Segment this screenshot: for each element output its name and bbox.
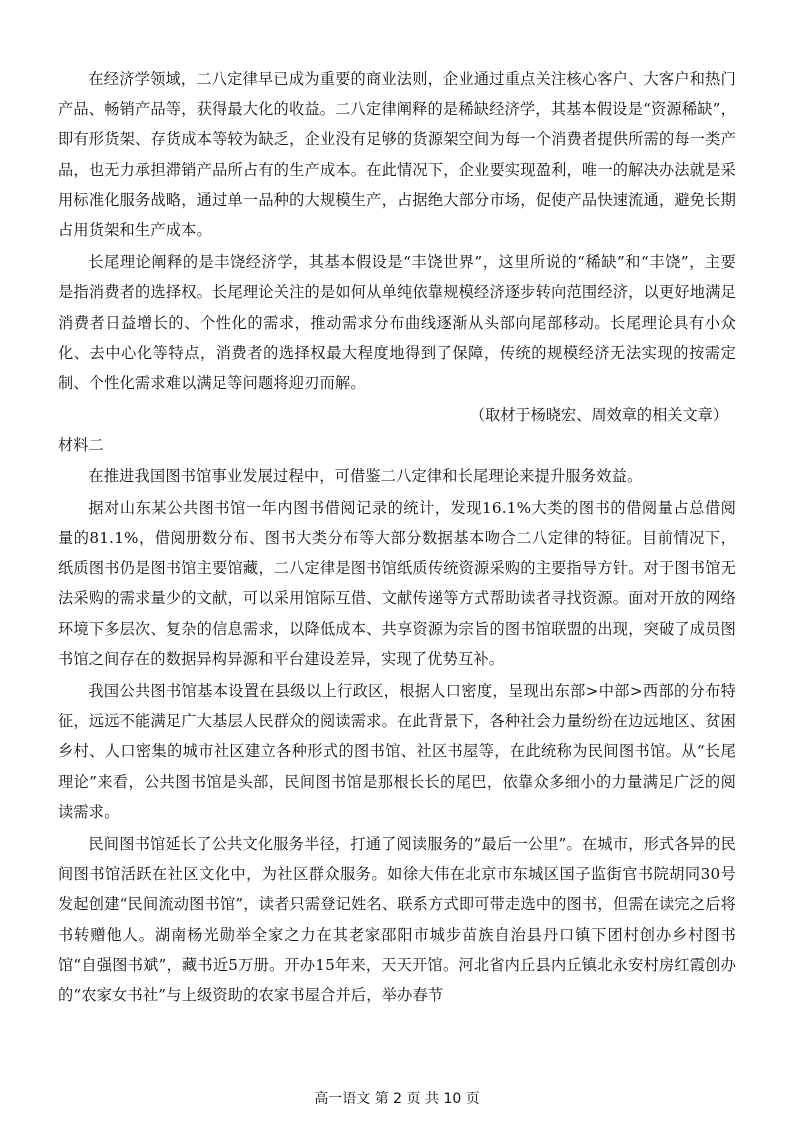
material-two-heading: 材料二 [58,436,104,455]
page-body [58,64,736,1012]
paragraph-public-library-distribution: 我国公共图书馆基本设置在县级以上行政区，根据人口密度，呈现出东部>中部>西部的分布特征，远远不能满足广大基层人民群众的阅读需求。在此背景下，各种社会力量纷纷在边远地区、贫困乡村、人口密集的城市社区建立各种形式的图书馆、社区书屋等，在此统称为民间图书馆。从“长尾理论”来看，公共图书馆是头部，民间图书馆是那根长长的尾巴，依靠众多细小的力量满足广泛的阅读需求。 [58,682,736,821]
paragraph-long-tail-theory: 长尾理论阐释的是丰饶经济学，其基本假设是“丰饶世界”，这里所说的“稀缺”和“丰饶”，主要是指消费者的选择权。长尾理论关注的是如何从单纯依靠规模经济逐步转向范围经济，以更好地满足消费者日益增长的、个性化的需求，推动需求分布曲线逐渐从头部向尾部移动。长尾理论具有小众化、去中心化等特点，消费者的选择权最大程度地得到了保障，传统的规模经济无法实现的按需定制、个性化需求难以满足等问题将迎刃而解。 [58,253,736,393]
paragraph-folk-libraries: 民间图书馆延长了公共文化服务半径，打通了阅读服务的“最后一公里”。在城市，形式各异的民间图书馆活跃在社区文化中，为社区群众服务。如徐大伟在北京市东城区国子监街官书院胡同30号发起创建“民间流动图书馆”，读者只需登记姓名、联系方式即可带走选中的图书，但需在读完之后将书转赠他人。湖南杨光勋举全家之力在其老家邵阳市城步苗族自治县丹口镇下团村创办乡村图书馆“自强图书斌”，藏书近5万册。开办15年来，天天开馆。河北省内丘县内丘镇北永安村房红霞创办的“农家女书社”与上级资助的农家书屋合并后，举办春节 [58,835,736,1005]
paragraph-library-intro: 在推进我国图书馆事业发展过程中，可借鉴二八定律和长尾理论来提升服务效益。 [88,466,643,485]
paragraph-pareto-rule: 在经济学领域，二八定律早已成为重要的商业法则，企业通过重点关注核心客户、大客户和热门产品、畅销产品等，获得最大化的收益。二八定律阐释的是稀缺经济学，其基本假设是“资源稀缺”，即有形货架、存货成本等较为缺乏，企业没有足够的货源架空间为每一个消费者提供所需的每一类产品，也无力承担滞销产品所占有的生产成本。在此情况下，企业要实现盈利，唯一的解决办法就是采用标准化服务战略，通过单一品种的大规模生产，占据绝大部分市场，促使产品快速流通，避免长期占用货架和生产成本。 [58,70,736,240]
source-citation: （取材于杨晓宏、周效章的相关文章） [469,406,728,425]
page-footer: 高一语文 第 2 页 共 10 页 [314,1091,480,1107]
paragraph-shandong-statistics: 据对山东某公共图书馆一年内图书借阅记录的统计，发现16.1%大类的图书的借阅量占总借阅量的81.1%，借阅册数分布、图书大类分布等大部分数据基本吻合二八定律的特征。目前情况下，纸质图书仍是图书馆主要馆藏，二八定律是图书馆纸质传统资源采购的主要指导方针。对于图书馆无法采购的需求量少的文献，可以采用馆际互借、文献传递等方式帮助读者寻找资源。面对开放的网络环境下多层次、复杂的信息需求，以降低成本、共享资源为宗旨的图书馆联盟的出现，突破了成员图书馆之间存在的数据异构异源和平台建设差异，实现了优势互补。 [58,498,736,668]
